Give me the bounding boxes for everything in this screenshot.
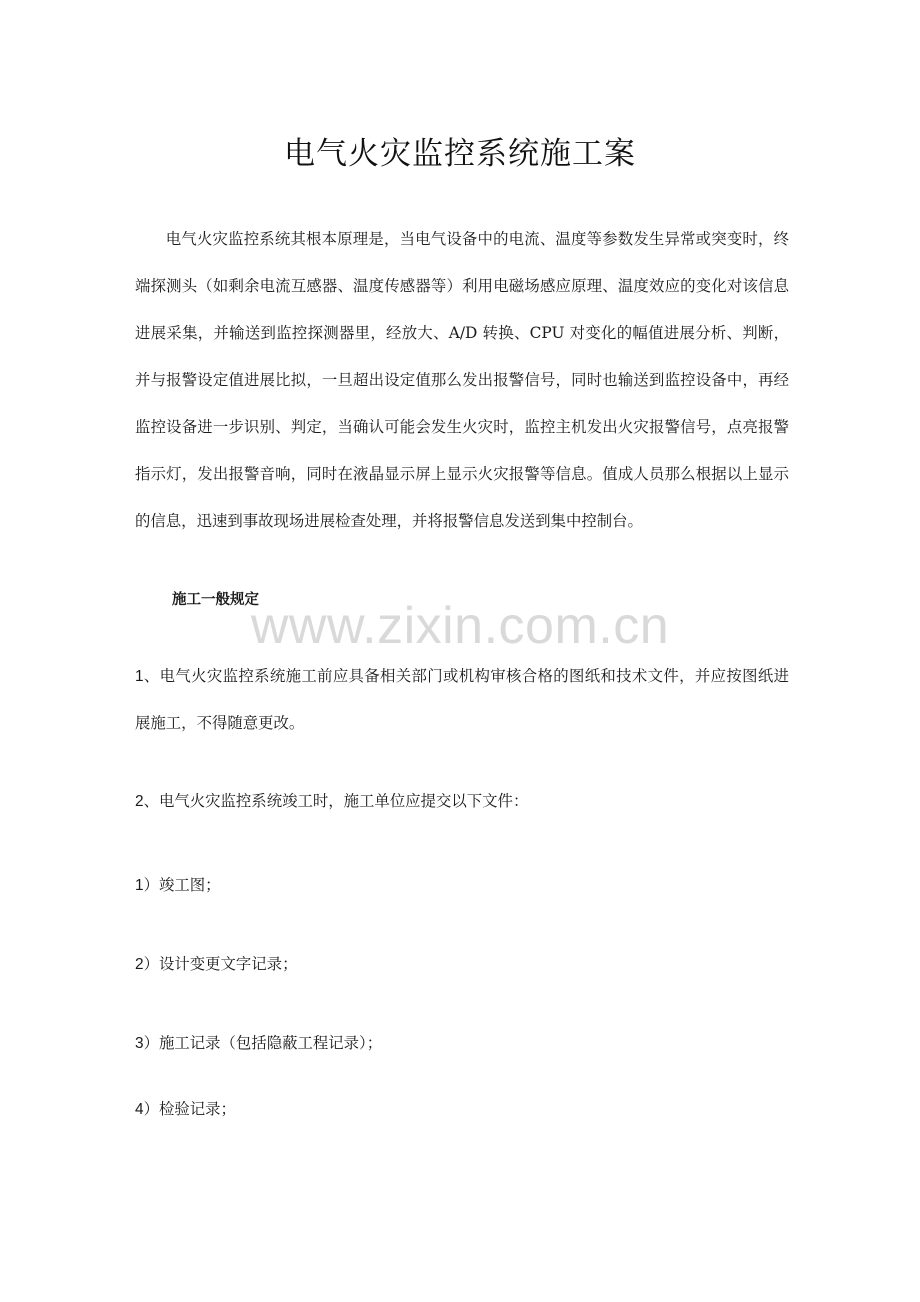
list-item-text: ）设计变更文字记录； [143, 955, 298, 973]
watermark-text: www.zixin.com.cn [250, 597, 670, 655]
section-heading: 施工一般规定 [172, 592, 259, 608]
list-item-number: 4 [135, 1101, 144, 1118]
rule-text: 、电气火灾监控系统竣工时，施工单位应提交以下文件： [143, 792, 529, 810]
intro-paragraph: 电气火灾监控系统其根本原理是，当电气设备中的电流、温度等参数发生异常或突变时，终端探测头（如剩余电流互感器、温度传感器等）利用电磁场感应原理、温度效应的变化对该信息进展采集，并输送到监控探测器里，经放大、A/D 转换、CPU 对变化的幅值进展分析、判断，并与报警设定值进展比拟，一旦超出设定值那么发出报警信号，同时也输送到监控设备中，再经监控设备进一步识别、判定，当确认可能会发生火灾时，监控主机发出火灾报警信号，点亮报警指示灯，发出报警音响，同时在液晶显示屏上显示火灾报警等信息。值成人员那么根据以上显示的信息，迅速到事故现场进展检查处理，并将报警信息发送到集中控制台。 [135, 230, 789, 530]
rule-number: 2 [135, 793, 144, 810]
list-item [135, 862, 789, 909]
list-item [135, 1020, 789, 1067]
list-item-number: 1 [135, 877, 144, 894]
list-item-text: ）施工记录（包括隐蔽工程记录）； [143, 1034, 383, 1052]
rule-number: 1 [135, 668, 144, 685]
rule-text: 、电气火灾监控系统施工前应具备相关部门或机构审核合格的图纸和技术文件，并应按图纸进展施工，不得随意更改。 [135, 667, 789, 732]
list-item-number: 2 [135, 956, 144, 973]
rule-paragraph-1 [135, 653, 789, 747]
list-item [135, 1086, 789, 1133]
rule-paragraph-2 [135, 778, 789, 825]
list-item-text: ）检验记录； [143, 1100, 236, 1118]
list-item [135, 941, 789, 988]
document-title: 电气火灾监控系统施工案 [284, 136, 636, 172]
list-item-text: ）竣工图； [143, 876, 221, 894]
list-item-number: 3 [135, 1035, 144, 1052]
